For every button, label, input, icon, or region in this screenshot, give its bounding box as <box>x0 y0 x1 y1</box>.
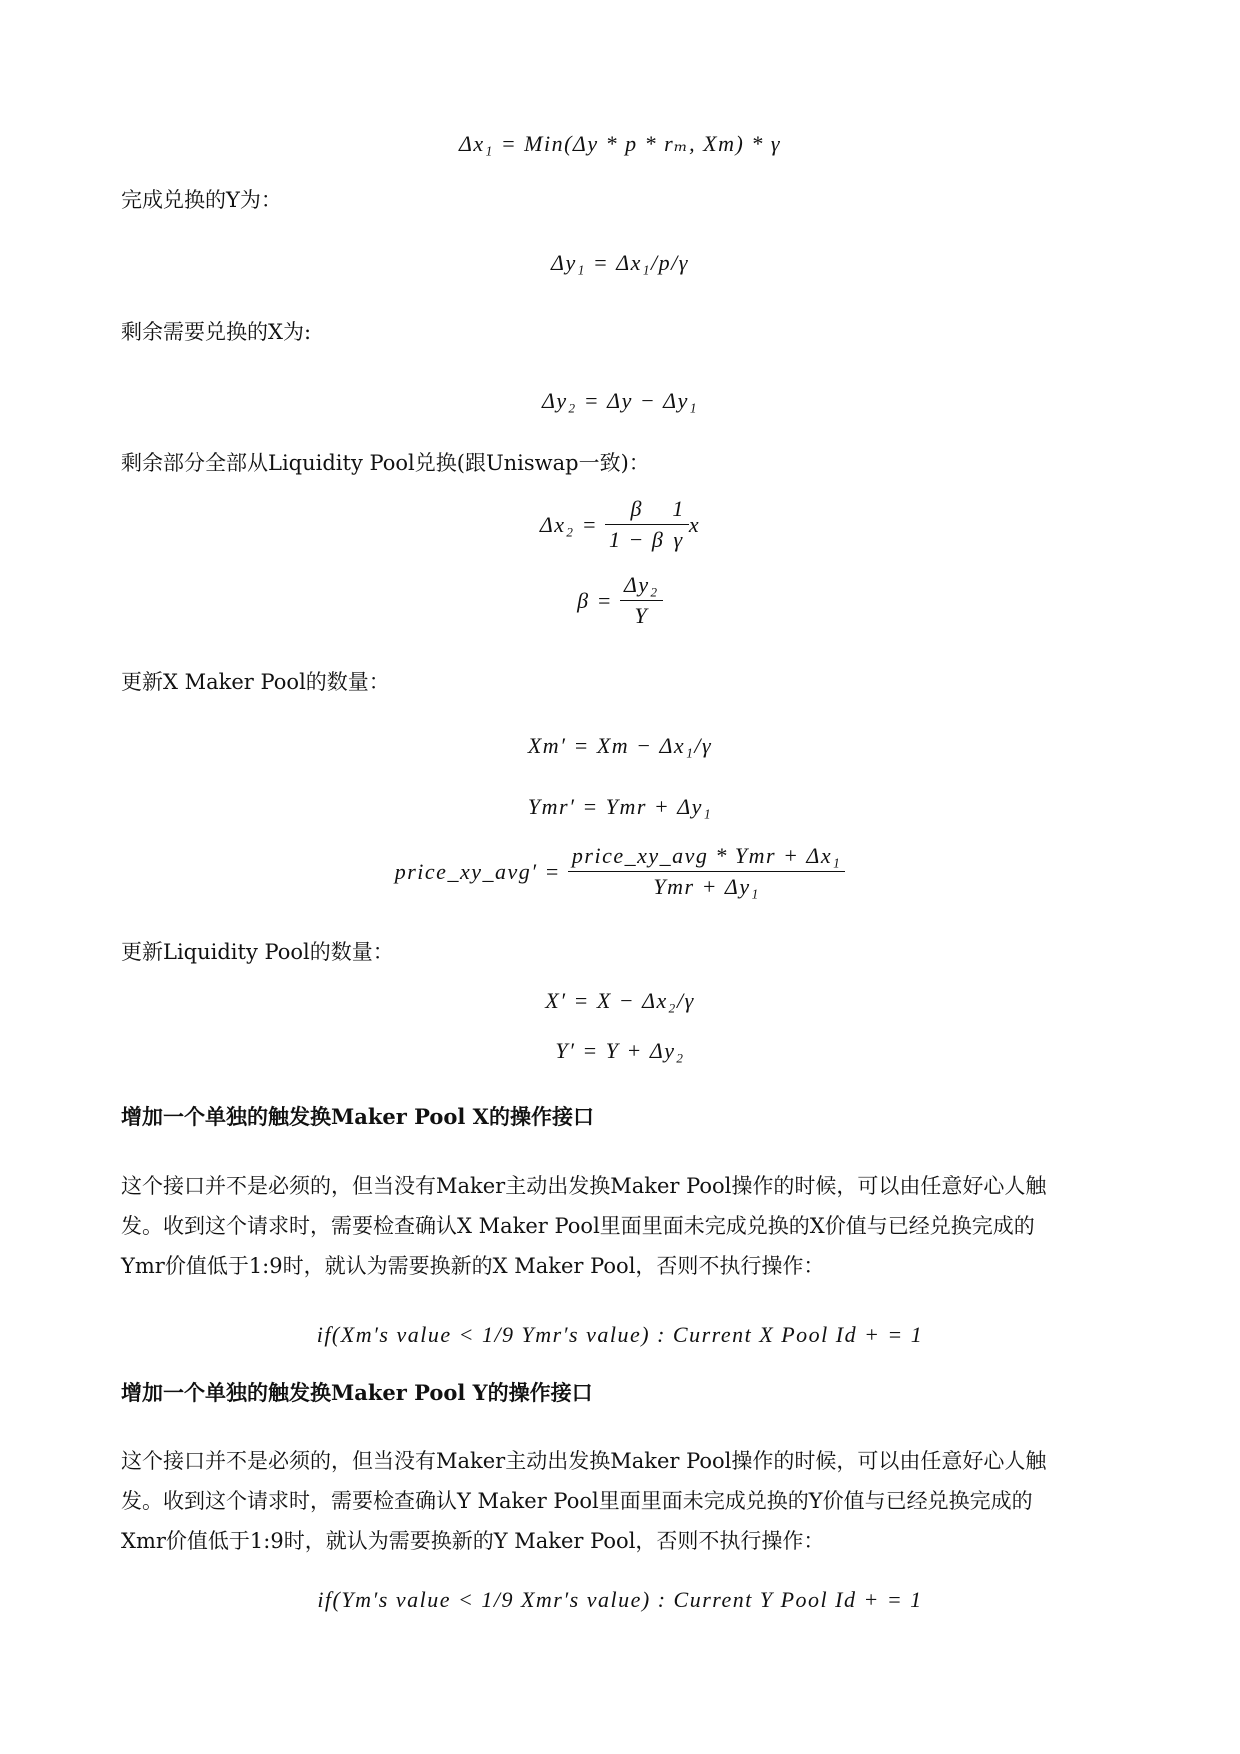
fraction-beta-numerator: β <box>605 496 668 525</box>
equation-delta-x2-tail: x <box>688 511 701 537</box>
text-update-x-maker-pool: 更新X Maker Pool的数量： <box>121 670 390 694</box>
text-update-liquidity-pool: 更新Liquidity Pool的数量： <box>121 940 394 964</box>
equation-ymr-prime: Ymr′ = Ymr + Δy₁ <box>527 794 713 819</box>
fraction-beta-denominator: 1 − β <box>609 527 665 552</box>
text-remaining-x: 剩余需要兑换的X为: <box>121 320 312 344</box>
equation-xm-prime: Xm′ = Xm − Δx₁/γ <box>527 733 713 758</box>
paragraph-maker-pool-x <box>121 1166 1121 1286</box>
paragraph-maker-pool-y-line3: Xmr价值低于1:9时，就认为需要换新的Y Maker Pool，否则不执行操作： <box>121 1529 825 1553</box>
paragraph-maker-pool-y <box>121 1441 1121 1561</box>
paragraph-maker-pool-x-line1: 这个接口并不是必须的，但当没有Maker主动出发换Maker Pool操作的时候，可以由任意好心人触 <box>121 1174 1047 1198</box>
fraction-beta-def-denominator: Y <box>634 603 649 628</box>
fraction-price-xy-avg-numerator: price_xy_avg * Ymr + Δx₁ <box>568 843 845 872</box>
equation-x-prime: X′ = X − Δx₂/γ <box>545 988 695 1013</box>
paragraph-maker-pool-x-line2: 发。收到这个请求时，需要检查确认X Maker Pool里面里面未完成兑换的X价值与已经兑换完成的 <box>121 1214 1035 1238</box>
text-completed-y: 完成兑换的Y为： <box>121 188 282 212</box>
fraction-price-xy-avg-denominator: Ymr + Δy₁ <box>653 874 760 899</box>
paragraph-maker-pool-x-line3: Ymr价值低于1:9时，就认为需要换新的X Maker Pool，否则不执行操作： <box>121 1254 825 1278</box>
fraction-gamma-denominator: γ <box>673 527 684 552</box>
paragraph-maker-pool-y-line2: 发。收到这个请求时，需要检查确认Y Maker Pool里面里面未完成兑换的Y价值与已经兑换完成的 <box>121 1489 1033 1513</box>
equation-delta-y2: Δy₂ = Δy − Δy₁ <box>541 388 699 413</box>
fraction-price-xy-avg <box>568 843 845 900</box>
equation-beta-lhs: β = <box>577 587 613 613</box>
fraction-beta <box>605 496 668 553</box>
fraction-gamma <box>668 496 689 553</box>
equation-price-xy-avg <box>0 843 1240 900</box>
paragraph-maker-pool-y-line1: 这个接口并不是必须的，但当没有Maker主动出发换Maker Pool操作的时候，可以由任意好心人触 <box>121 1449 1047 1473</box>
fraction-beta-def-numerator: Δy₂ <box>620 572 663 601</box>
heading-trigger-maker-pool-x: 增加一个单独的触发换Maker Pool X的操作接口 <box>121 1104 594 1129</box>
equation-delta-x2 <box>0 496 1240 553</box>
equation-delta-y1: Δy₁ = Δx₁/p/γ <box>551 250 689 275</box>
equation-condition-y: if(Ym′s value < 1/9 Xmr′s value) : Current Y Pool Id + = 1 <box>317 1587 923 1612</box>
equation-price-xy-avg-lhs: price_xy_avg′ = <box>394 858 561 884</box>
fraction-beta-def <box>620 572 663 629</box>
equation-beta <box>0 572 1240 629</box>
heading-trigger-maker-pool-y: 增加一个单独的触发换Maker Pool Y的操作接口 <box>121 1380 593 1405</box>
equation-delta-x1: Δx₁ = Min(Δy * p * rₘ, Xm) * γ <box>459 131 781 156</box>
equation-y-prime: Y′ = Y + Δy₂ <box>555 1038 685 1063</box>
fraction-gamma-numerator: 1 <box>668 496 689 525</box>
equation-delta-x2-lhs: Δx₂ = <box>539 511 599 537</box>
equation-condition-x: if(Xm′s value < 1/9 Ymr′s value) : Current X Pool Id + = 1 <box>316 1322 924 1347</box>
text-liquidity-pool-swap: 剩余部分全部从Liquidity Pool兑换(跟Uniswap一致)： <box>121 451 650 475</box>
